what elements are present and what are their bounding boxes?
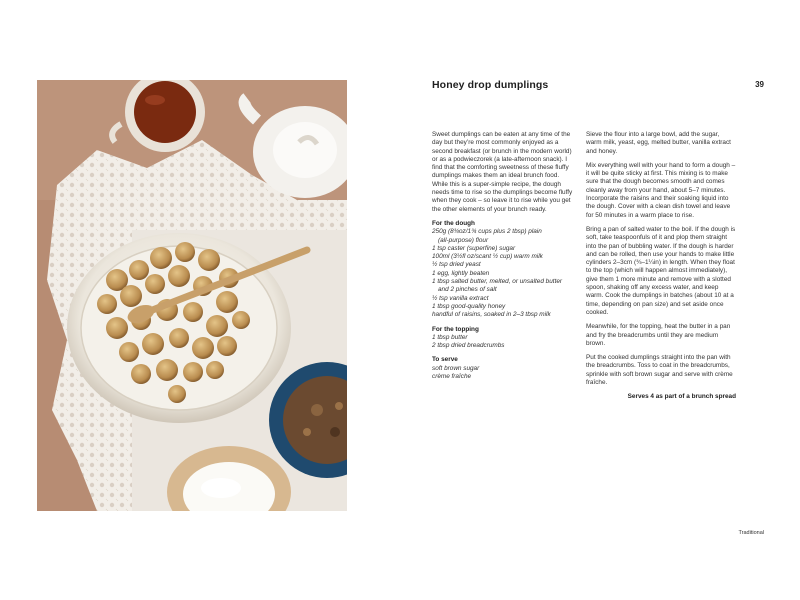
ingredient: (all-purpose) flour — [438, 236, 489, 244]
method-step: Sieve the flour into a large bowl, add the sugar, warm milk, yeast, egg, melted butter, vanilla extract and honey. — [586, 131, 731, 155]
ingredient: 2 tbsp dried breadcrumbs — [432, 342, 505, 350]
ingredient: 1 tbsp good-quality honey — [432, 302, 506, 310]
topping-ingredients — [432, 334, 574, 351]
ingredient: 1 tsp caster (superfine) sugar — [432, 244, 516, 252]
method-step: Meanwhile, for the topping, heat the butter in a pan and fry the breadcrumbs until they are medium brown. — [586, 323, 731, 347]
page-number: 39 — [755, 80, 764, 89]
ingredient: 1 tbsp salted butter, melted, or unsalted butter — [432, 278, 563, 286]
method-step: Bring a pan of salted water to the boil. If the dough is soft, take teaspoonfuls of it and plop them straight into the pan of bubbling water. If the dough is harder and can be rolled, then use your hands to make little cylinders 2–3cm (¾–1¼in) in length. When they float to the top (which will happen almost immediately), give them 1 more minute and remove with a slotted spoon, shaking off any excess water, and keep warm. Cook the dumplings in batches (about 10 at a time, depending on pan size) and set aside once cooked. — [586, 225, 736, 316]
serves-note: Serves 4 as part of a brunch spread — [627, 393, 736, 401]
ingredient: 100ml (3½fl oz/scant ½ cup) warm milk — [432, 253, 543, 261]
section-footer: Traditional — [738, 530, 764, 536]
ingredient: ½ tsp dried yeast — [432, 261, 481, 269]
ingredient: ½ tsp vanilla extract — [432, 294, 489, 302]
ingredient: and 2 pinches of salt — [438, 286, 497, 294]
intro-paragraph: Sweet dumplings can be eaten at any time of the day but they’re most commonly enjoyed as a second breakfast (or brunch in the modern world) or as a podwieczorek (a late-afternoon snack). I find that the comforting sweetness of these fluffy dumplings makes them an ideal brunch food. While this is a super-simple recipe, the dough needs time to rise so the dumplings become fluffy when they cook – so leave it to rise while you get the other elements of your brunch ready. — [432, 131, 573, 213]
topping-heading: For the topping — [432, 325, 479, 333]
method-column — [586, 131, 736, 408]
serve-ingredients — [432, 365, 574, 382]
method-step: Put the cooked dumplings straight into the pan with the breadcrumbs. Toss to coat in the breadcrumbs, sprinkle with soft brown sugar and serve with crème fraîche. — [586, 354, 733, 387]
ingredient: crème fraîche — [432, 373, 472, 381]
intro-column — [432, 131, 574, 381]
recipe-title: Honey drop dumplings — [432, 79, 549, 91]
tea — [134, 81, 196, 143]
method-step: Mix everything well with your hand to form a dough – it will be quite sticky at first. This mixing is to make sure that the dough becomes smooth and comes cleanly away from your hand, about 5–7 minutes. Incorporate the raisins and their soaking liquid into the dough. Cover with a clean dish towel and leave for 50 minutes in a warm place to rise. — [586, 161, 736, 219]
serve-heading: To serve — [432, 356, 458, 364]
ingredient: 250g (8¾oz/1¾ cups plus 2 tbsp) plain — [432, 228, 542, 236]
ingredient: handful of raisins, soaked in 2–3 tbsp milk — [432, 311, 551, 319]
dumplings-illustration — [37, 80, 347, 511]
ingredient: soft brown sugar — [432, 364, 480, 372]
dough-heading: For the dough — [432, 219, 475, 227]
recipe-photo — [37, 80, 347, 511]
dough-ingredients — [432, 228, 574, 319]
ingredient: 1 egg, lightly beaten — [432, 269, 490, 277]
ingredient: 1 tbsp butter — [432, 333, 468, 341]
